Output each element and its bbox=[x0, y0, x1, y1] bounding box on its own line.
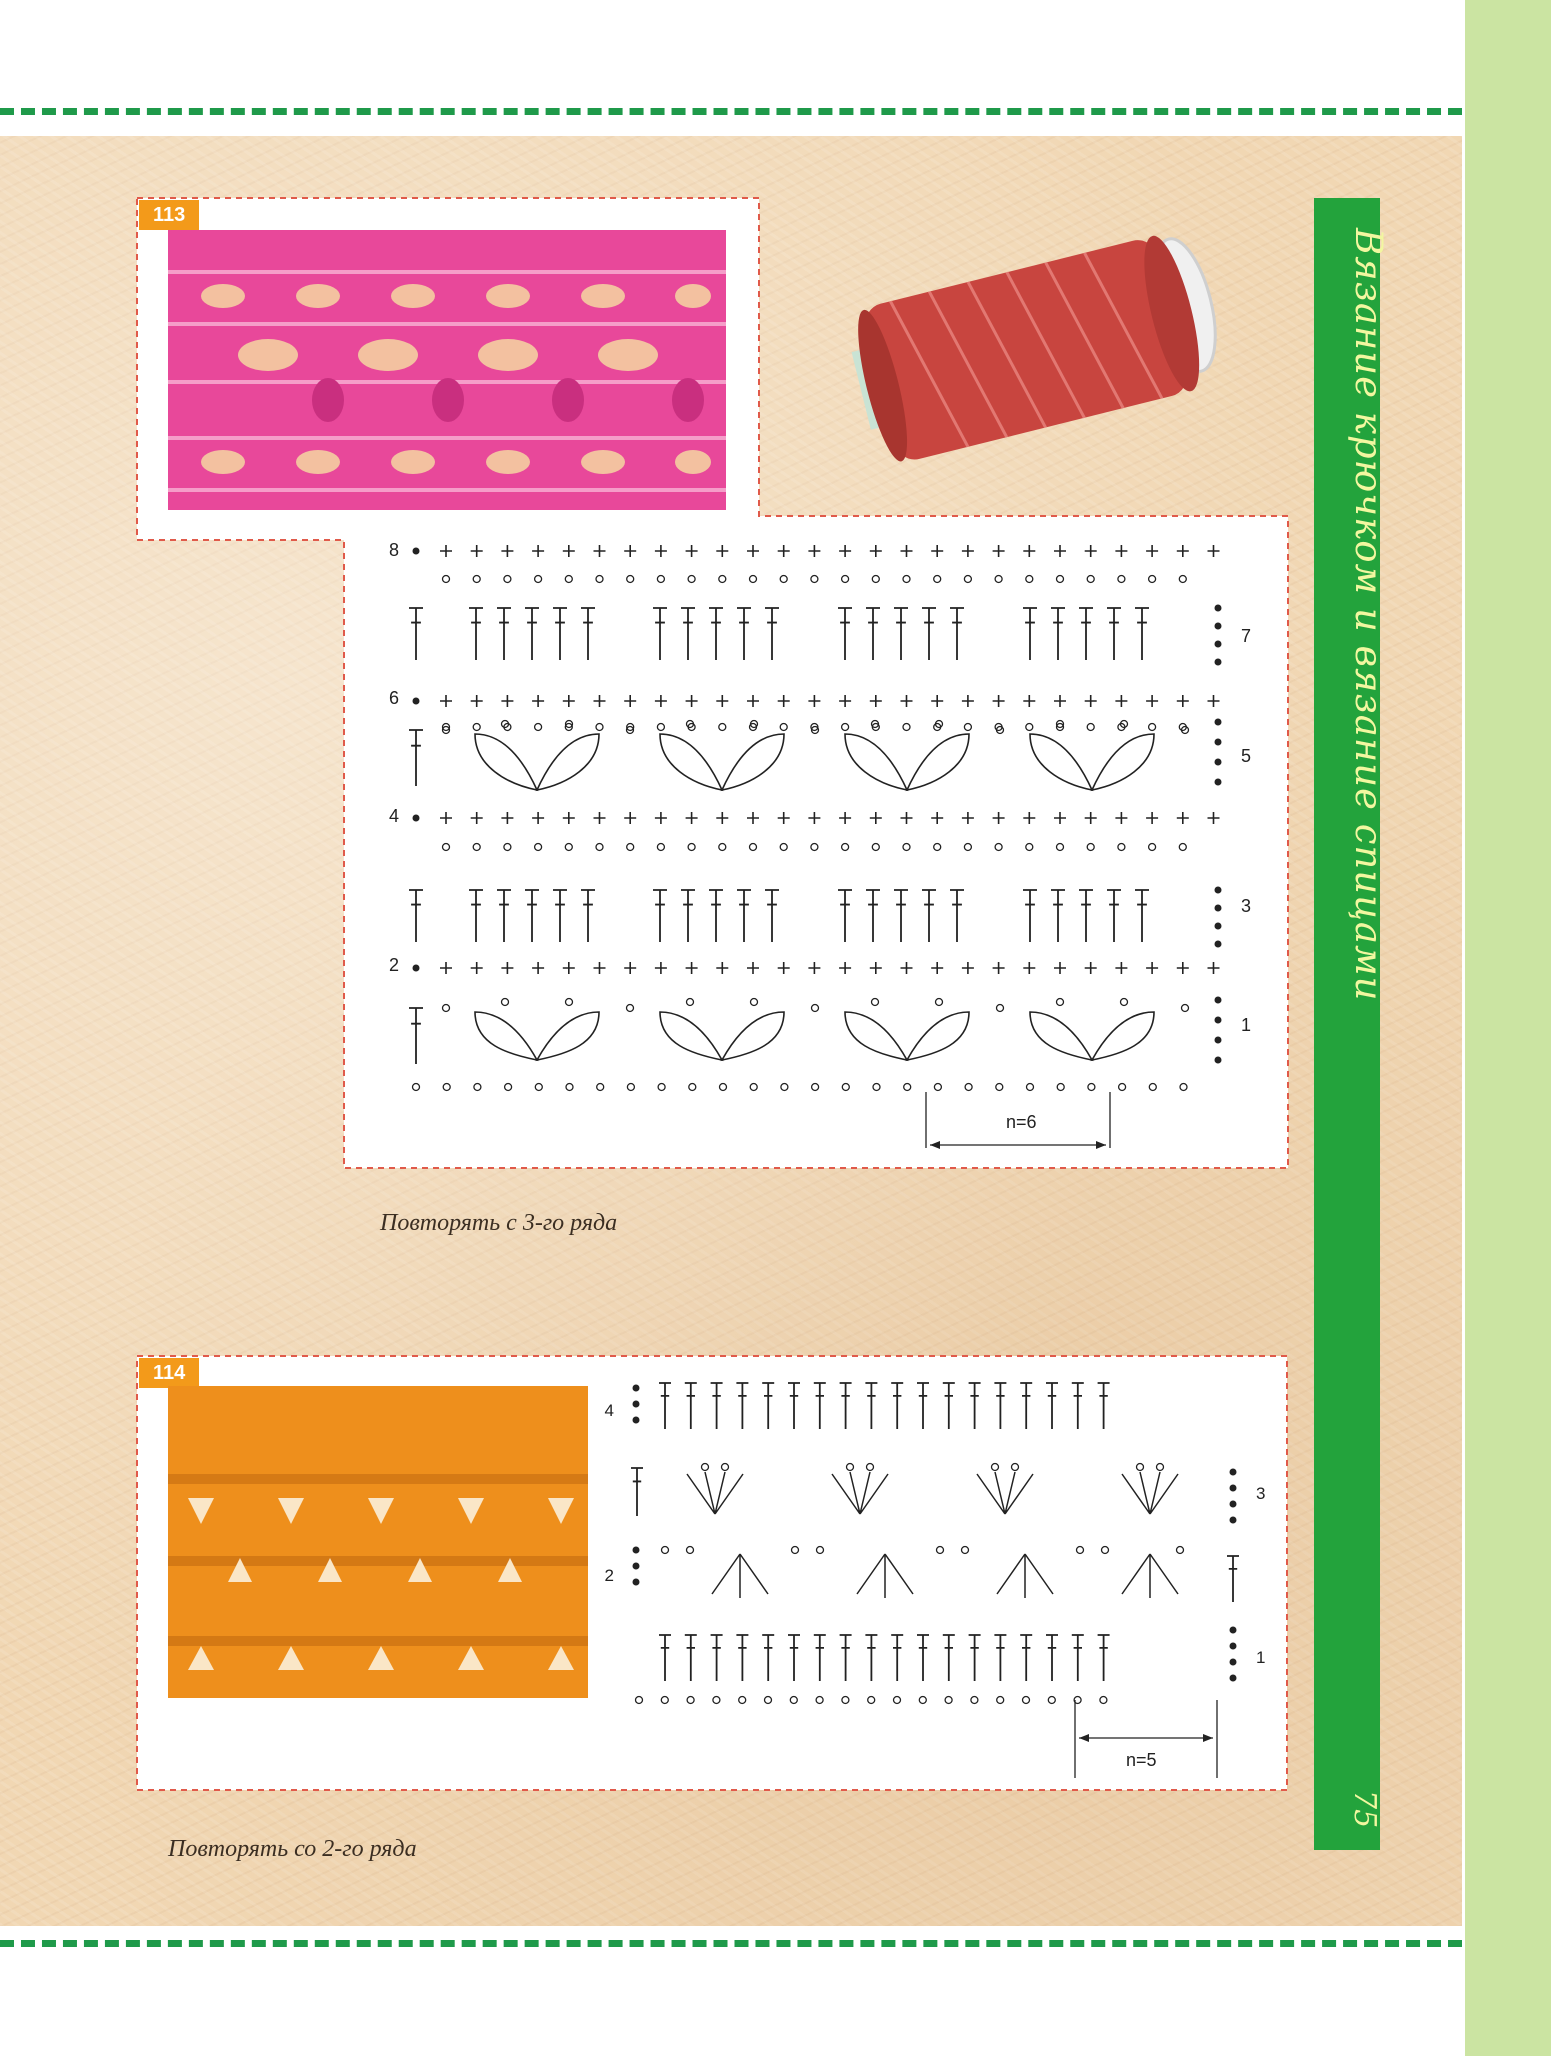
slip-stitch bbox=[1230, 1643, 1237, 1650]
cluster-stitch bbox=[687, 1472, 743, 1514]
chain-stitch bbox=[687, 1697, 694, 1704]
row-label-3: 3 bbox=[1241, 896, 1252, 916]
chain-stitch bbox=[1077, 1547, 1084, 1554]
dc-stitch bbox=[711, 1635, 723, 1681]
dc-stitch bbox=[814, 1383, 826, 1429]
row-label-4: 4 bbox=[388, 806, 399, 826]
chain-stitch bbox=[937, 1547, 944, 1554]
row-label-114-1: 1 bbox=[1256, 1648, 1266, 1667]
dc-stitch bbox=[969, 1383, 981, 1429]
dc-stitch bbox=[917, 1383, 929, 1429]
slip-stitch bbox=[1230, 1517, 1237, 1524]
dc-stitch bbox=[891, 1383, 903, 1429]
chain-stitch bbox=[1157, 1464, 1164, 1471]
chain-stitch bbox=[636, 1697, 643, 1704]
chain-stitch bbox=[817, 1547, 824, 1554]
slip-stitch bbox=[633, 1579, 640, 1586]
chain-stitch bbox=[661, 1697, 668, 1704]
dc-stitch bbox=[943, 1383, 955, 1429]
chain-stitch bbox=[894, 1697, 901, 1704]
chain-stitch bbox=[997, 1697, 1004, 1704]
chain-stitch bbox=[792, 1547, 799, 1554]
page-number: 75 bbox=[1347, 1790, 1382, 1829]
row-label-1: 1 bbox=[1241, 1015, 1252, 1035]
chain-stitch bbox=[1177, 1547, 1184, 1554]
dc-stitch bbox=[994, 1635, 1006, 1681]
row-label-7: 7 bbox=[1241, 626, 1252, 646]
dc-stitch bbox=[788, 1635, 800, 1681]
chain-stitch bbox=[971, 1697, 978, 1704]
cluster-stitch bbox=[1122, 1554, 1178, 1598]
dc-stitch bbox=[814, 1635, 826, 1681]
chain-stitch bbox=[702, 1464, 709, 1471]
chain-stitch bbox=[713, 1697, 720, 1704]
dc-stitch bbox=[685, 1383, 697, 1429]
pattern-114-number-badge: 114 bbox=[139, 1358, 199, 1388]
slip-stitch bbox=[1230, 1501, 1237, 1508]
chart-114-stitches bbox=[631, 1383, 1239, 1778]
dc-stitch bbox=[1046, 1383, 1058, 1429]
cluster-stitch bbox=[977, 1472, 1033, 1514]
cluster-stitch bbox=[832, 1472, 888, 1514]
cluster-stitch bbox=[857, 1554, 913, 1598]
dc-stitch bbox=[1072, 1383, 1084, 1429]
dc-stitch bbox=[891, 1635, 903, 1681]
chain-stitch bbox=[1102, 1547, 1109, 1554]
dc-stitch bbox=[1098, 1383, 1110, 1429]
dc-stitch bbox=[631, 1468, 643, 1516]
row-label-114-4: 4 bbox=[604, 1401, 614, 1420]
slip-stitch bbox=[633, 1563, 640, 1570]
row-label-8: 8 bbox=[388, 540, 399, 560]
dc-stitch bbox=[736, 1383, 748, 1429]
dc-stitch bbox=[762, 1383, 774, 1429]
dc-stitch bbox=[685, 1635, 697, 1681]
pattern-113-caption: Повторять с 3-го ряда bbox=[380, 1210, 618, 1236]
chain-stitch bbox=[722, 1464, 729, 1471]
slip-stitch bbox=[633, 1417, 640, 1424]
dc-stitch bbox=[711, 1383, 723, 1429]
chapter-title: Вязание крючком и вязание спицами bbox=[1347, 228, 1390, 1002]
chain-stitch bbox=[868, 1697, 875, 1704]
dc-stitch bbox=[659, 1635, 671, 1681]
dc-stitch bbox=[840, 1383, 852, 1429]
dc-stitch bbox=[865, 1383, 877, 1429]
cluster-stitch bbox=[1122, 1472, 1178, 1514]
chain-stitch bbox=[945, 1697, 952, 1704]
dc-stitch bbox=[994, 1383, 1006, 1429]
chain-stitch bbox=[992, 1464, 999, 1471]
dc-stitch bbox=[1072, 1635, 1084, 1681]
slip-stitch bbox=[1230, 1627, 1237, 1634]
dc-stitch bbox=[1020, 1383, 1032, 1429]
dc-stitch bbox=[1227, 1556, 1239, 1602]
dc-stitch bbox=[736, 1635, 748, 1681]
dc-stitch bbox=[943, 1635, 955, 1681]
chain-stitch bbox=[662, 1547, 669, 1554]
cluster-stitch bbox=[712, 1554, 768, 1598]
dc-stitch bbox=[1046, 1635, 1058, 1681]
row-label-5: 5 bbox=[1241, 746, 1252, 766]
repeat-label-113: n=6 bbox=[1006, 1112, 1037, 1132]
row-label-2: 2 bbox=[388, 955, 399, 975]
repeat-label-114: n=5 bbox=[1126, 1750, 1157, 1770]
slip-stitch bbox=[633, 1547, 640, 1554]
chain-stitch bbox=[816, 1697, 823, 1704]
slip-stitch bbox=[633, 1385, 640, 1392]
chain-stitch bbox=[847, 1464, 854, 1471]
slip-stitch bbox=[1230, 1469, 1237, 1476]
chain-stitch bbox=[867, 1464, 874, 1471]
slip-stitch bbox=[633, 1401, 640, 1408]
slip-stitch bbox=[1230, 1485, 1237, 1492]
slip-stitch bbox=[1230, 1675, 1237, 1682]
dc-stitch bbox=[1098, 1635, 1110, 1681]
chain-stitch bbox=[687, 1547, 694, 1554]
chain-stitch bbox=[1137, 1464, 1144, 1471]
dc-stitch bbox=[762, 1635, 774, 1681]
chain-stitch bbox=[790, 1697, 797, 1704]
dc-stitch bbox=[917, 1635, 929, 1681]
cluster-stitch bbox=[997, 1554, 1053, 1598]
chain-stitch bbox=[765, 1697, 772, 1704]
chain-stitch bbox=[1012, 1464, 1019, 1471]
dc-stitch bbox=[1020, 1635, 1032, 1681]
pattern-113-number-badge: 113 bbox=[139, 200, 199, 230]
chain-stitch bbox=[962, 1547, 969, 1554]
row-label-114-2: 2 bbox=[604, 1566, 614, 1585]
row-label-114-3: 3 bbox=[1256, 1484, 1266, 1503]
dc-stitch bbox=[840, 1635, 852, 1681]
chain-stitch bbox=[842, 1697, 849, 1704]
pattern-114-caption: Повторять со 2-го ряда bbox=[168, 1836, 417, 1862]
dc-stitch bbox=[969, 1635, 981, 1681]
dc-stitch bbox=[788, 1383, 800, 1429]
chain-stitch bbox=[1023, 1697, 1030, 1704]
dc-stitch bbox=[659, 1383, 671, 1429]
chain-stitch bbox=[919, 1697, 926, 1704]
slip-stitch bbox=[1230, 1659, 1237, 1666]
chain-stitch bbox=[1048, 1697, 1055, 1704]
chain-stitch bbox=[739, 1697, 746, 1704]
chain-stitch bbox=[1100, 1697, 1107, 1704]
row-label-6: 6 bbox=[388, 688, 399, 708]
dc-stitch bbox=[865, 1635, 877, 1681]
